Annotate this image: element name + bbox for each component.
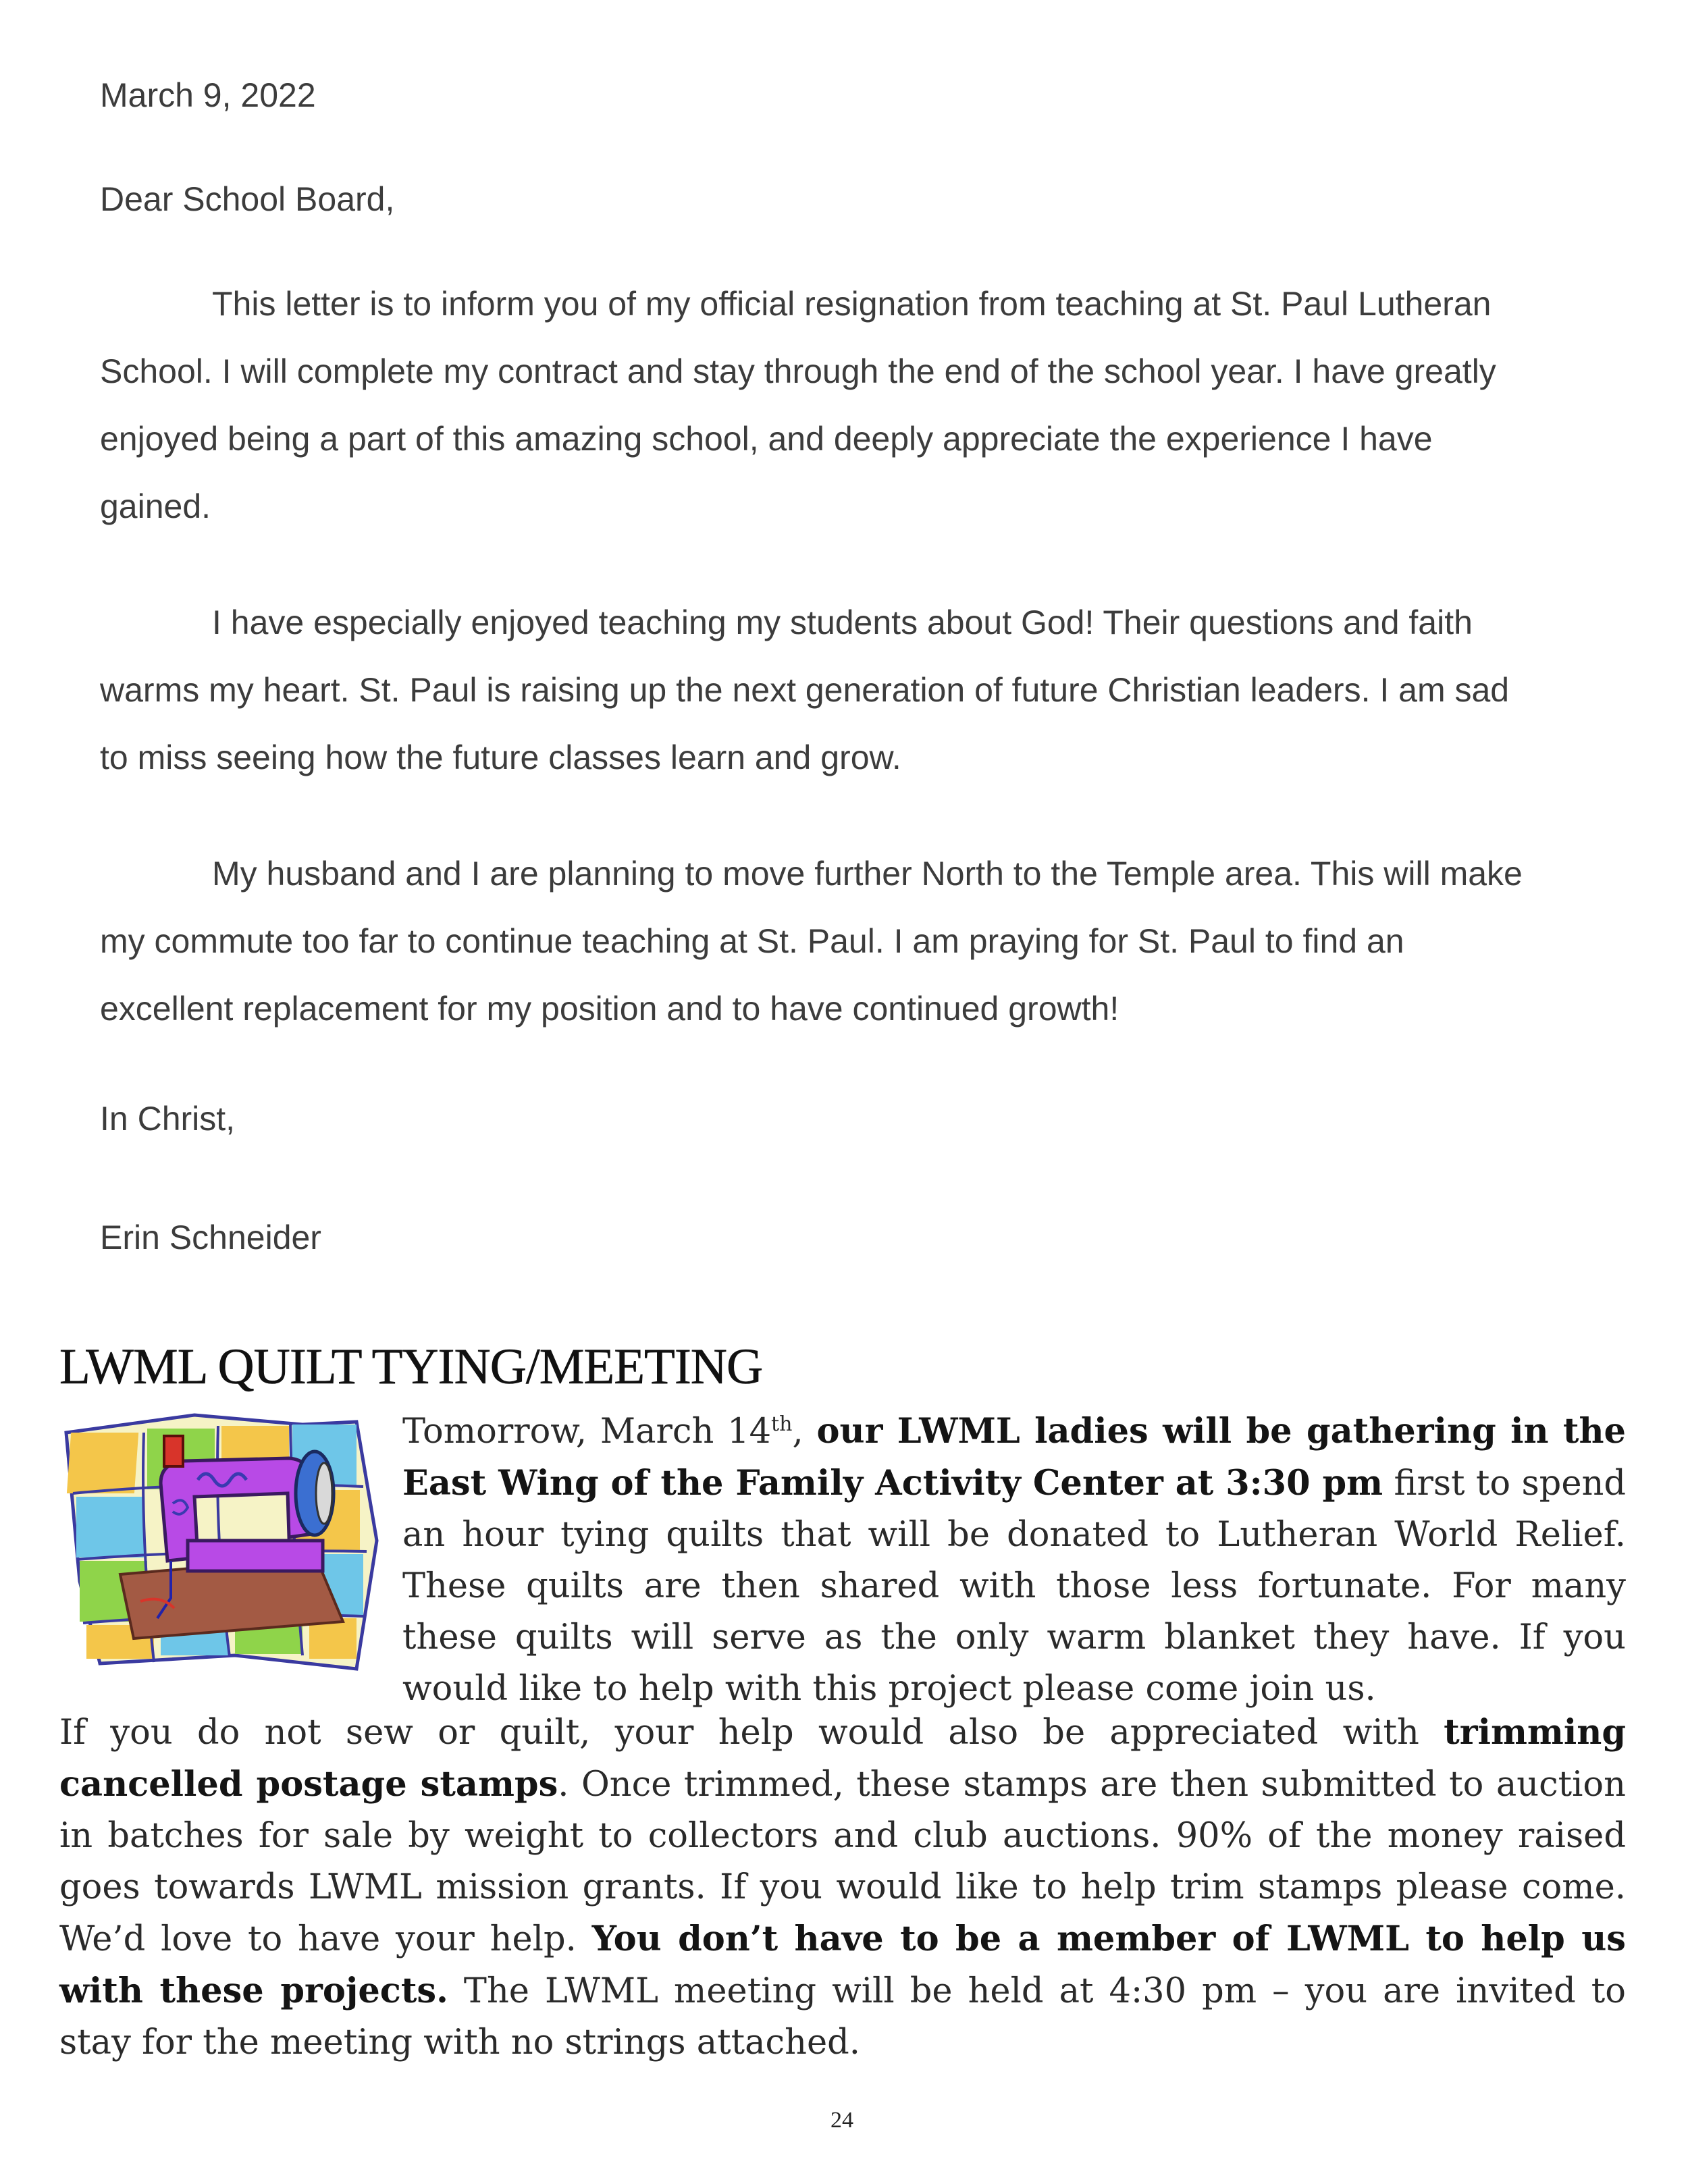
letter-paragraph-3: My husband and I are planning to move further North to the Temple area. This will make my commute too far to continue teaching at St. Paul. I am praying for St. Paul to find an excellent replacement for my position and to have continued growth! [100,855,1523,1028]
membership-note: You don’t have to be a member of LWML to help us with these projects. [59,1919,1627,2011]
page-number: 24 [830,2108,853,2133]
letter-paragraph-2: I have especially enjoyed teaching my students about God! Their questions and faith warms my heart. St. Paul is raising up the next generation of future Christian leaders. I am sad to miss seeing how the future classes learn and grow. [100,604,1510,776]
gathering-details: our LWML ladies will be gathering in the East Wing of the Family Activity Center at 3:30 pm [402,1411,1626,1503]
article-paragraph-1: Tomorrow, March 14th, our LWML ladies will be gathering in the East Wing of the Family Activity Center at 3:30 pm first to spend an hour tying quilts that will be donated to Lutheran World Relief. These quilts are then shared with those less fortunate. For many these quilts will serve as the only warm blanket they have. If you would like to help with this project please come join us. [402,1411,1627,1709]
lwml-article [59,1338,1627,2062]
article-paragraph-2: If you do not sew or quilt, your help would also be appreciated with trimming cancelled postage stamps. Once trimmed, these stamps are then submitted to auction in batches for sale by weight to collectors and club auctions. 90% of the money raised goes towards LWML mission grants. If you would like to help trim stamps please come. We’d love to have your help. You don’t have to be a member of LWML to help us with these projects. The LWML meeting will be held at 4:30 pm – you are invited to stay for the meeting with no strings attached. [59,1712,1627,2062]
letter-date: March 9, 2022 [100,76,316,114]
letter-salutation: Dear School Board, [100,180,395,218]
letter-closing: In Christ, [100,1100,236,1138]
article-heading: LWML QUILT TYING/MEETING [59,1339,763,1395]
letter-paragraph-1: This letter is to inform you of my official resignation from teaching at St. Paul Lutheran School. I will complete my contract and stay through the end of the school year. I have greatly enjoyed being a part of this amazing school, and deeply appreciate the experience I have gained. [100,285,1496,525]
sewing-machine-quilt-icon [59,1406,384,1676]
letter-signature: Erin Schneider [100,1219,321,1256]
stamp-trimming-highlight: trimming cancelled postage stamps [59,1712,1626,1805]
